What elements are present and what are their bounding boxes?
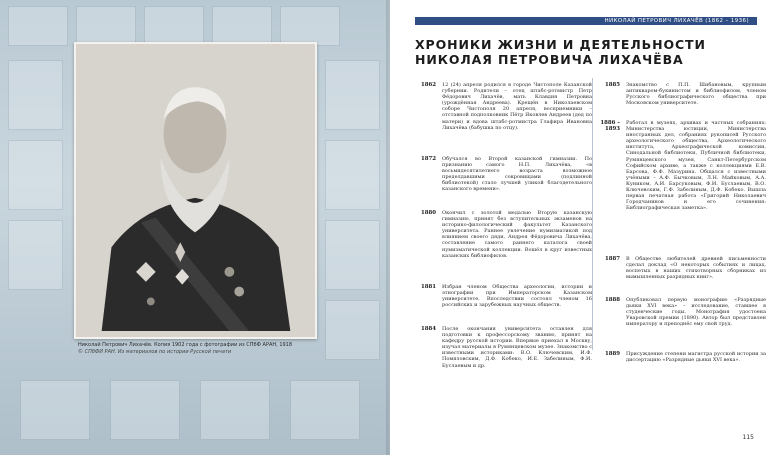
entry-year: 1885 xyxy=(604,82,620,88)
entry-text: Присуждение степени магистра русской истории за диссертацию «Разрядные дьяки XVI века». xyxy=(626,351,766,364)
chronology-entry xyxy=(406,326,596,396)
entry-text: В Обществе любителей древней письменности сделал доклад «О некоторых событиях и лицах, воспетых в наших стихотворных сборниках из вымышленных разрядных книг». xyxy=(626,256,766,281)
entry-text: Работал в музеях, архивах и частных собраниях: Министерства юстиции, Министерства иностранных дел, собраниях рукописей Русского археологического общества, Археологического института, Археографической комиссии, Синодальной библиотеки, Публичной библиотеки, Румянцевского музея, Санкт-Петербургском Софийском архиве, а также с коллекциями Е.В. Барсова, Ф.Ф. Мазурина. Общался с известными учёными – А.Ф. Бычковым, Л.Н. Майковым, А.А. Куником, А.И. Барсуковым, Ф.И. Буслаевым, В.О. Ключевским, Г.Ф. Забелиным, Д.Ф. Кобеко. Вышла первая печатная работа «Григорий Николаевич Городчанинов и его сочинения: Библиографическая заметка». xyxy=(626,120,766,212)
chronology-entry xyxy=(406,156,596,208)
chronology-entry xyxy=(406,284,596,324)
chronology-entry xyxy=(406,210,596,280)
portrait-caption xyxy=(78,342,368,356)
entry-year: 1881 xyxy=(420,284,436,290)
chronology-entry xyxy=(588,297,770,347)
portrait-frame xyxy=(74,42,317,339)
entry-year: 1872 xyxy=(420,156,436,162)
right-page xyxy=(390,0,780,455)
chronology-entry xyxy=(588,351,770,381)
entry-year: 1880 xyxy=(420,210,436,216)
entry-text: Обучался во Второй казанской гимназии. По признанию самого Н.П. Лихачёва, «в восьмидесятилетнего возраста возможное пределдавшими сокровищами (подлинной библиотекой) стало лучшей уликой благодетельного казанского времени». xyxy=(442,156,592,193)
entry-year: 1888 xyxy=(604,297,620,303)
entry-year: 1886 – 1893 xyxy=(600,120,620,133)
entry-text: Избран членом Общества археологии, истории и этнографии при Императорском Казанском университете. Впоследствии состоял членом 16 российских и зарубежных научных обществ. xyxy=(442,284,592,309)
chronology-entry xyxy=(588,82,770,116)
entry-year: 1889 xyxy=(604,351,620,357)
entry-text: 12 (24) апреля родился в городе Чистополе Казанской губернии. Родители – отец штабс-ротмистр Петр Фёдорович Лихачёв, мать Клавдия Петровна (урождённая Андреева). Крещён в Николаевском соборе Чистополя 20 апреля, восприемники – отставной подполковник Пётр Яковлев Андреев (дед по матери) и вдова штабс-ротмистра Глафира Ивановна Лихачёва (бабушка по отцу). xyxy=(442,82,592,131)
title-line-2: НИКОЛАЯ ПЕТРОВИЧА ЛИХАЧЁВА xyxy=(415,52,684,67)
entry-text: Опубликовал первую монографию «Разрядные дьяки XVI века» – исследование, ставшее в студенческие годы. Монография удостоена Уваровской премии (1890). Автор был представлен императору и преподнёс ему свой труд. xyxy=(626,297,766,328)
entry-year: 1887 xyxy=(604,256,620,262)
entry-text: Окончил с золотой медалью Вторую казанскую гимназию, принят без вступительных экзаменов на историко-филологический факультет Казанского университета. Раннее увлечение нумизматикой под влиянием своего дяди, Андрея Фёдоровича Лихачёва, составление самого раннего каталога своей нумизматической коллекции. Вошёл в круг известных казанских библиофилов. xyxy=(442,210,592,259)
title-line-1: ХРОНИКИ ЖИЗНИ И ДЕЯТЕЛЬНОСТИ xyxy=(415,37,706,52)
chronology-entry xyxy=(406,82,596,152)
caption-main: Николай Петрович Лихачёв. Копия 1902 года с фотографии из СПбФ АРАН, 1918 xyxy=(78,342,293,348)
chronology-entry xyxy=(588,256,770,294)
entry-year: 1884 xyxy=(420,326,436,332)
page-title xyxy=(415,37,755,67)
entry-text: Знакомство с П.П. Шибановым, крупным антикваром-букинистом и библиофилом, членом Русского библиографического общества при Московском университете. xyxy=(626,82,766,107)
running-header-bar xyxy=(415,17,757,25)
page-number: 115 xyxy=(742,434,754,441)
running-header: НИКОЛАЙ ПЕТРОВИЧ ЛИХАЧЁВ (1862 – 1936) xyxy=(604,18,749,24)
caption-source: © СПбФИ РАН. Из материалов по истории Русской печати xyxy=(78,349,232,355)
entry-year: 1862 xyxy=(420,82,436,88)
entry-text: После окончания университета оставлен для подготовки к профессорскому званию, принят на кафедру русской истории. Впервые приехал в Москву, изучал материалы в Румянцевском музее. Знакомство с известными историками: В.О. Ключевским, И.Ф. Помяловским, Д.Ф. Кобеко, И.Е. Забелиным, Ф.И. Буслаевым и др. xyxy=(442,326,592,369)
chronology-entry xyxy=(588,120,770,252)
portrait-photo xyxy=(82,50,309,331)
